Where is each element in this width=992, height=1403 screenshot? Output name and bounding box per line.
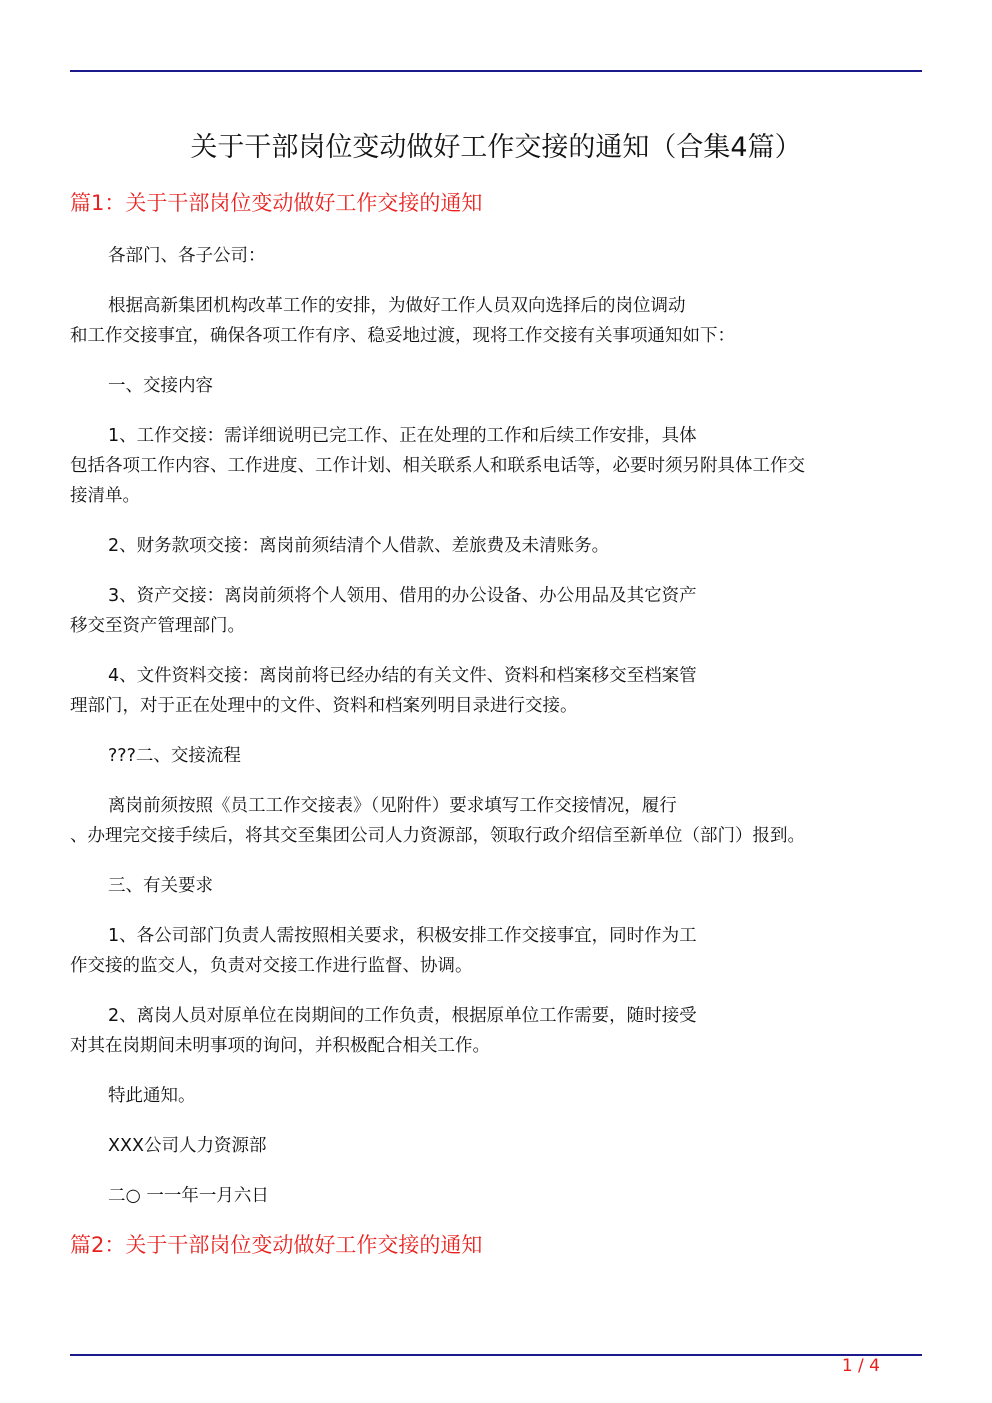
paragraph-intro-line-1: 根据高新集团机构改革工作的安排，为做好工作人员双向选择后的岗位调动 (108, 296, 686, 316)
item-1-line-3: 接清单。 (70, 486, 140, 506)
header-rule (70, 70, 922, 72)
requirement-1-line-2: 作交接的监交人，负责对交接工作进行监督、协调。 (70, 956, 473, 976)
item-4-line-1: 4、文件资料交接：离岗前将已经办结的有关文件、资料和档案移交至档案管 (108, 666, 697, 686)
requirement-2-line-2: 对其在岗期间未明事项的询问，并积极配合相关工作。 (70, 1036, 490, 1056)
section-title-3: 三、有关要求 (108, 876, 213, 896)
document-title: 关于干部岗位变动做好工作交接的通知（合集4篇） (190, 132, 802, 163)
closing-text: 特此通知。 (108, 1086, 196, 1106)
item-4-line-2: 理部门，对于正在处理中的文件、资料和档案列明目录进行交接。 (70, 696, 578, 716)
paragraph-salutation: 各部门、各子公司： (108, 246, 266, 266)
item-1-line-1: 1、工作交接：需详细说明已完工作、正在处理的工作和后续工作安排，具体 (108, 426, 697, 446)
flow-line-2: 、办理完交接手续后，将其交至集团公司人力资源部，领取行政介绍信至新单位（部门）报到。 (70, 826, 805, 846)
requirement-2-line-1: 2、离岗人员对原单位在岗期间的工作负责，根据原单位工作需要，随时接受 (108, 1006, 697, 1026)
section-heading-1: 篇1：关于干部岗位变动做好工作交接的通知 (70, 191, 483, 215)
section-heading-2: 篇2：关于干部岗位变动做好工作交接的通知 (70, 1233, 483, 1257)
section-title-2: ???二、交接流程 (108, 746, 241, 766)
item-2-line-1: 2、财务款项交接：离岗前须结清个人借款、差旅费及未清账务。 (108, 536, 610, 556)
signature: XXX公司人力资源部 (108, 1136, 267, 1156)
flow-line-1: 离岗前须按照《员工工作交接表》（见附件）要求填写工作交接情况，履行 (108, 796, 677, 816)
item-3-line-1: 3、资产交接：离岗前须将个人领用、借用的办公设备、办公用品及其它资产 (108, 586, 697, 606)
item-3-line-2: 移交至资产管理部门。 (70, 616, 245, 636)
page-number: 1 / 4 (841, 1356, 880, 1376)
footer-rule (70, 1354, 922, 1356)
paragraph-intro-line-2: 和工作交接事宜，确保各项工作有序、稳妥地过渡，现将工作交接有关事项通知如下： (70, 326, 735, 346)
item-1-line-2: 包括各项工作内容、工作进度、工作计划、相关联系人和联系电话等，必要时须另附具体工作交 (70, 456, 805, 476)
requirement-1-line-1: 1、各公司部门负责人需按照相关要求，积极安排工作交接事宜，同时作为工 (108, 926, 697, 946)
section-title-1: 一、交接内容 (108, 376, 213, 396)
date-line: 二○ 一一年一月六日 (108, 1186, 269, 1206)
